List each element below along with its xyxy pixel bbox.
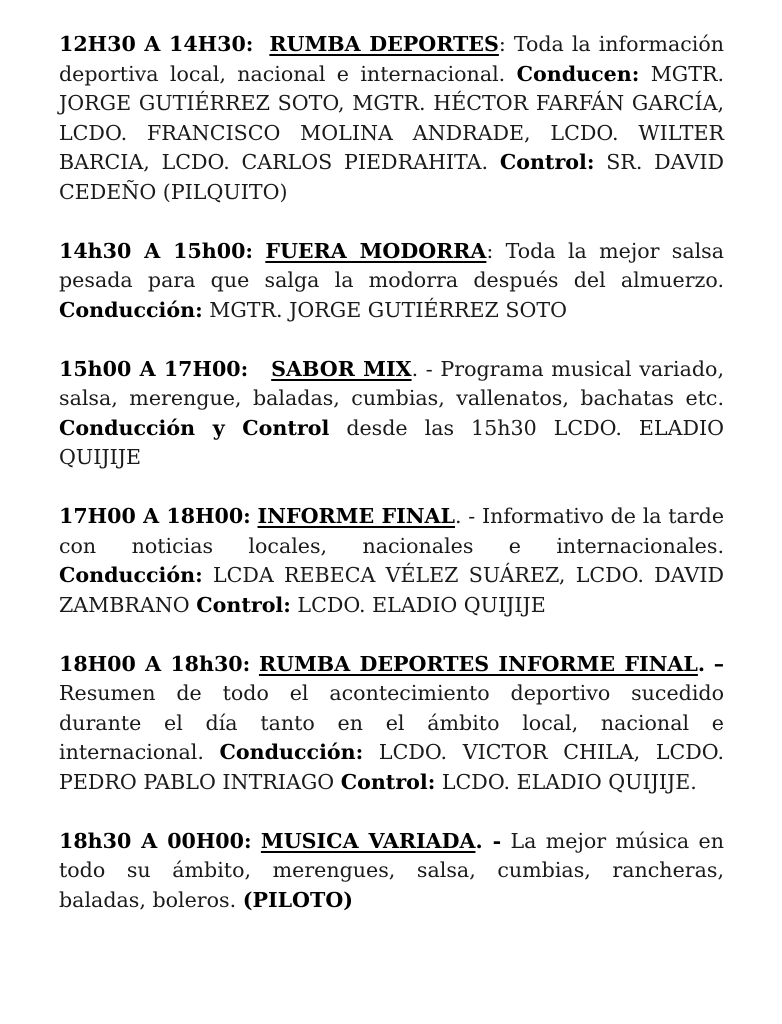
control-name: LCDO. ELADIO QUIJIJE. bbox=[441, 769, 697, 794]
program-title: FUERA MODORRA bbox=[265, 238, 487, 263]
hosts-names: MGTR. JORGE GUTIÉRREZ SOTO bbox=[209, 297, 568, 322]
control-label: Control: bbox=[340, 769, 436, 794]
dash: – bbox=[713, 651, 725, 676]
program-description: Toda la información deportiva local, nacional e internacional. bbox=[59, 32, 725, 86]
control-name: SR. DAVID CEDEÑO (PILQUITO) bbox=[59, 150, 724, 204]
schedule-entry-musica-variada bbox=[59, 827, 724, 916]
program-title: MUSICA VARIADA bbox=[260, 828, 476, 853]
hosts-label: Conducen: bbox=[516, 61, 640, 86]
schedule-entry-rumba-deportes bbox=[59, 30, 724, 207]
program-description: Resumen de todo el acontecimiento deportivo sucedido durante el día tanto en el ámbito local, nacional e internacional. bbox=[59, 681, 724, 764]
separator: . - bbox=[411, 356, 433, 381]
separator: : bbox=[486, 238, 494, 263]
hosts-label: Conducción: bbox=[59, 563, 203, 587]
schedule-entry-rumba-deportes-informe-final bbox=[59, 650, 724, 798]
hosts-names: LCDO. VICTOR CHILA, LCDO. PEDRO PABLO INTRIAGO bbox=[59, 740, 725, 794]
control-name: LCDO. ELADIO QUIJIJE bbox=[297, 592, 546, 617]
time-range: 18h30 A 00H00: bbox=[59, 828, 252, 853]
separator: . - bbox=[455, 504, 476, 528]
time-range: 18H00 A 18h30: bbox=[59, 651, 251, 676]
program-description: Toda la mejor salsa pesada para que salga la modorra después del almuerzo. bbox=[59, 238, 725, 292]
schedule-entry-sabor-mix bbox=[59, 355, 724, 473]
hosts-label: Conducción: bbox=[59, 297, 203, 322]
separator: . - bbox=[475, 828, 502, 853]
program-title: RUMBA DEPORTES INFORME FINAL bbox=[258, 651, 698, 676]
program-title: RUMBA DEPORTES bbox=[269, 32, 499, 56]
hosts-label: Conducción: bbox=[219, 740, 364, 764]
hosts-names: desde las 15h30 LCDO. ELADIO QUIJIJE bbox=[59, 415, 724, 469]
schedule-entry-fuera-modorra bbox=[59, 237, 724, 326]
program-title: INFORME FINAL bbox=[257, 504, 456, 528]
time-range: 17H00 A 18H00: bbox=[59, 504, 251, 528]
program-description: Programa musical variado, salsa, merengue, baladas, cumbias, vallenatos, bachatas etc. bbox=[59, 356, 725, 410]
time-range: 15h00 A 17H00: bbox=[59, 356, 249, 381]
program-title: SABOR MIX bbox=[271, 356, 412, 381]
time-range: 14h30 A 15h00: bbox=[59, 238, 254, 263]
control-label: Control: bbox=[196, 592, 291, 617]
program-description: Informativo de la tarde con noticias locales, nacionales e internacionales. bbox=[59, 504, 725, 558]
schedule-entry-informe-final bbox=[59, 502, 724, 620]
separator: : bbox=[498, 32, 506, 56]
schedule-document bbox=[59, 30, 724, 945]
time-range: 12H30 A 14H30: bbox=[59, 32, 254, 56]
program-description: La mejor música en todo su ámbito, merengues, salsa, cumbias, rancheras, baladas, boleros. bbox=[59, 828, 724, 912]
pilot-note: (PILOTO) bbox=[242, 887, 354, 912]
control-label: Control: bbox=[499, 150, 595, 174]
hosts-names: MGTR. JORGE GUTIÉRREZ SOTO, MGTR. HÉCTOR FARFÁN GARCÍA, LCDO. FRANCISCO MOLINA ANDRADE, LCDO. WILTER BARCIA, LCDO. CARLOS PIEDRAHITA. bbox=[59, 61, 725, 174]
separator: . bbox=[697, 651, 706, 676]
hosts-names: LCDA REBECA VÉLEZ SUÁREZ, LCDO. DAVID ZAMBRANO bbox=[59, 563, 724, 617]
hosts-label: Conducción y Control bbox=[59, 415, 330, 440]
